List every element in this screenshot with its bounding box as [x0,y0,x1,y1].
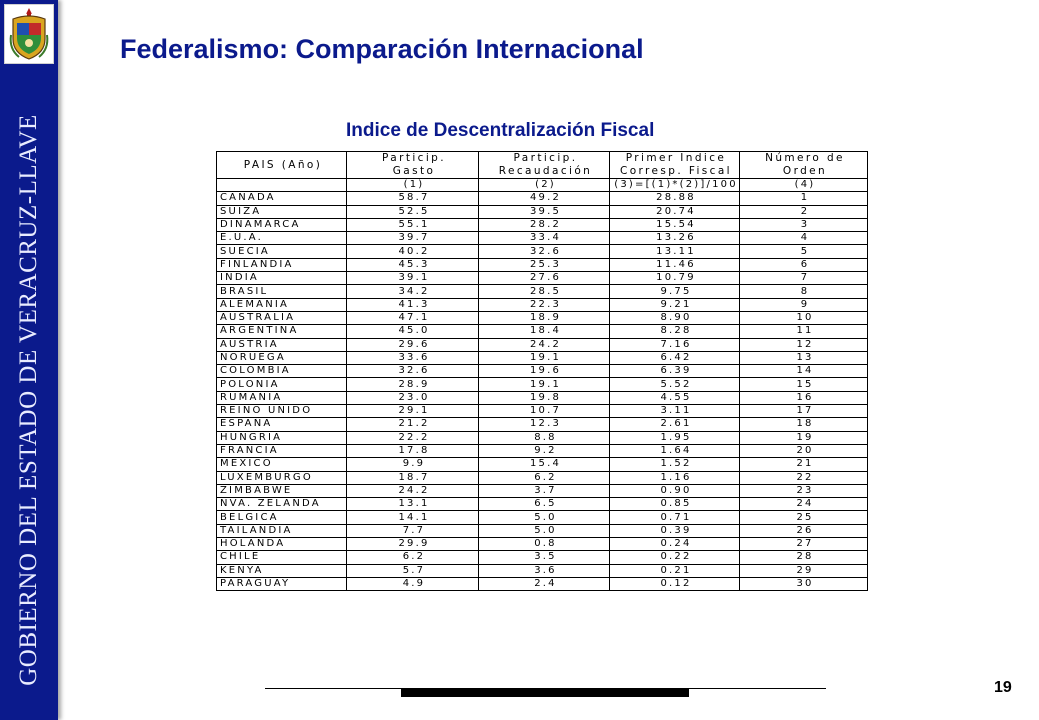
value-cell: 0.12 [610,577,740,590]
value-cell: 1 [740,192,868,205]
value-cell: 21 [740,458,868,471]
country-cell: NVA. ZELANDA [217,498,347,511]
value-cell: 2.4 [479,577,610,590]
value-cell: 22 [740,471,868,484]
column-header-line: Número de [765,152,845,164]
country-cell: POLONIA [217,378,347,391]
country-cell: FINLANDIA [217,258,347,271]
table-row [217,418,868,431]
column-header-line: Particip. [382,152,446,164]
value-cell: 20.74 [610,205,740,218]
country-cell: ALEMANIA [217,298,347,311]
value-cell: 3 [740,218,868,231]
table-row [217,564,868,577]
value-cell: 0.8 [479,538,610,551]
value-cell: 24 [740,498,868,511]
country-cell: COLOMBIA [217,365,347,378]
table-row [217,325,868,338]
table-row [217,285,868,298]
table-row [217,498,868,511]
table-row [217,298,868,311]
value-cell: 39.7 [347,232,479,245]
sidebar-band [0,0,58,720]
country-cell: BRASIL [217,285,347,298]
table-row [217,378,868,391]
value-cell: 14 [740,365,868,378]
value-cell: 15 [740,378,868,391]
value-cell: 33.6 [347,351,479,364]
state-crest-icon [4,4,54,64]
country-cell: ZIMBABWE [217,484,347,497]
column-header [347,152,479,179]
country-cell: AUSTRALIA [217,311,347,324]
value-cell: 19.1 [479,378,610,391]
value-cell: 58.7 [347,192,479,205]
value-cell: 6.2 [347,551,479,564]
table-row [217,444,868,457]
value-cell: 18.9 [479,311,610,324]
column-header [610,152,740,179]
value-cell: 5 [740,245,868,258]
value-cell: 20 [740,444,868,457]
value-cell: 24.2 [347,484,479,497]
value-cell: 18.7 [347,471,479,484]
country-cell: SUECIA [217,245,347,258]
column-subheader: (4) [740,179,868,192]
value-cell: 19.6 [479,365,610,378]
table-row [217,338,868,351]
value-cell: 6.39 [610,365,740,378]
value-cell: 40.2 [347,245,479,258]
table-row [217,365,868,378]
value-cell: 0.90 [610,484,740,497]
value-cell: 15.54 [610,218,740,231]
table-row [217,245,868,258]
column-header-line: Corresp. Fiscal [619,165,733,177]
table-row [217,258,868,271]
value-cell: 3.11 [610,405,740,418]
value-cell: 9 [740,298,868,311]
table-row [217,351,868,364]
country-cell: BELGICA [217,511,347,524]
value-cell: 1.16 [610,471,740,484]
country-cell: INDIA [217,272,347,285]
value-cell: 24.2 [479,338,610,351]
value-cell: 29.1 [347,405,479,418]
value-cell: 8.8 [479,431,610,444]
column-header [217,152,347,179]
value-cell: 7.7 [347,524,479,537]
table-row [217,551,868,564]
value-cell: 49.2 [479,192,610,205]
country-cell: RUMANIA [217,391,347,404]
column-header-line: Recaudación [498,165,593,177]
country-cell: REINO UNIDO [217,405,347,418]
value-cell: 10.7 [479,405,610,418]
value-cell: 5.7 [347,564,479,577]
column-header-line: Particip. [513,152,578,164]
value-cell: 15.4 [479,458,610,471]
table-row [217,272,868,285]
value-cell: 3.6 [479,564,610,577]
country-cell: LUXEMBURGO [217,471,347,484]
value-cell: 19.1 [479,351,610,364]
value-cell: 28.2 [479,218,610,231]
table-row [217,311,868,324]
value-cell: 27 [740,538,868,551]
value-cell: 10 [740,311,868,324]
value-cell: 13.1 [347,498,479,511]
country-cell: CANADA [217,192,347,205]
table-row [217,431,868,444]
page-title: Federalismo: Comparación Internacional [120,34,644,64]
table-row [217,484,868,497]
country-cell: MEXICO [217,458,347,471]
value-cell: 30 [740,577,868,590]
value-cell: 45.3 [347,258,479,271]
value-cell: 19 [740,431,868,444]
value-cell: 13.11 [610,245,740,258]
value-cell: 8 [740,285,868,298]
value-cell: 28 [740,551,868,564]
table-row [217,524,868,537]
value-cell: 5.52 [610,378,740,391]
country-cell: NORUEGA [217,351,347,364]
value-cell: 29.9 [347,538,479,551]
column-subheader: (2) [479,179,610,192]
value-cell: 12 [740,338,868,351]
value-cell: 17.8 [347,444,479,457]
value-cell: 6.2 [479,471,610,484]
value-cell: 52.5 [347,205,479,218]
value-cell: 0.39 [610,524,740,537]
country-cell: ARGENTINA [217,325,347,338]
value-cell: 22.3 [479,298,610,311]
value-cell: 18.4 [479,325,610,338]
value-cell: 28.5 [479,285,610,298]
value-cell: 21.2 [347,418,479,431]
value-cell: 2.61 [610,418,740,431]
value-cell: 0.21 [610,564,740,577]
value-cell: 0.22 [610,551,740,564]
country-cell: HOLANDA [217,538,347,551]
column-header-line: Orden [782,165,828,177]
value-cell: 9.2 [479,444,610,457]
value-cell: 26 [740,524,868,537]
value-cell: 16 [740,391,868,404]
country-cell: KENYA [217,564,347,577]
country-cell: E.U.A. [217,232,347,245]
value-cell: 55.1 [347,218,479,231]
value-cell: 1.52 [610,458,740,471]
country-cell: SUIZA [217,205,347,218]
value-cell: 47.1 [347,311,479,324]
sidebar-vertical-text: GOBIERNO DEL ESTADO DE VERACRUZ-LLAVE [15,114,42,686]
value-cell: 3.5 [479,551,610,564]
country-cell: DINAMARCA [217,218,347,231]
value-cell: 12.3 [479,418,610,431]
country-cell: AUSTRIA [217,338,347,351]
column-header-line: PAIS (Año) [243,158,323,171]
value-cell: 6.42 [610,351,740,364]
column-subheader: (3)=[(1)*(2)]/100 [610,179,740,192]
table-row [217,232,868,245]
value-cell: 27.6 [479,272,610,285]
country-cell: FRANCIA [217,444,347,457]
column-subheader [217,179,347,192]
value-cell: 25.3 [479,258,610,271]
value-cell: 1.95 [610,431,740,444]
value-cell: 45.0 [347,325,479,338]
footer-rule-bar [401,689,689,697]
country-cell: ESPAÑA [217,418,347,431]
value-cell: 7 [740,272,868,285]
value-cell: 28.88 [610,192,740,205]
table-row [217,192,868,205]
value-cell: 25 [740,511,868,524]
value-cell: 34.2 [347,285,479,298]
value-cell: 9.21 [610,298,740,311]
table-row [217,458,868,471]
value-cell: 4 [740,232,868,245]
value-cell: 32.6 [347,365,479,378]
table-row [217,471,868,484]
value-cell: 3.7 [479,484,610,497]
value-cell: 8.28 [610,325,740,338]
value-cell: 0.71 [610,511,740,524]
header-row [217,152,868,179]
subheader-row [217,179,868,192]
value-cell: 9.75 [610,285,740,298]
value-cell: 13.26 [610,232,740,245]
value-cell: 29.6 [347,338,479,351]
value-cell: 39.5 [479,205,610,218]
value-cell: 8.90 [610,311,740,324]
table-subtitle: Indice de Descentralización Fiscal [346,120,655,141]
table-row [217,538,868,551]
country-cell: CHILE [217,551,347,564]
table-row [217,405,868,418]
value-cell: 5.0 [479,524,610,537]
value-cell: 39.1 [347,272,479,285]
value-cell: 28.9 [347,378,479,391]
value-cell: 23 [740,484,868,497]
value-cell: 18 [740,418,868,431]
table-row [217,205,868,218]
value-cell: 33.4 [479,232,610,245]
value-cell: 41.3 [347,298,479,311]
value-cell: 6.5 [479,498,610,511]
table-row [217,577,868,590]
column-subheader: (1) [347,179,479,192]
value-cell: 10.79 [610,272,740,285]
table-row [217,511,868,524]
column-header-line: Primer Indice [625,152,727,164]
value-cell: 13 [740,351,868,364]
column-header [479,152,610,179]
value-cell: 0.24 [610,538,740,551]
value-cell: 32.6 [479,245,610,258]
column-header-line: Gasto [392,165,436,177]
column-header [740,152,868,179]
table-row [217,218,868,231]
value-cell: 2 [740,205,868,218]
value-cell: 6 [740,258,868,271]
country-cell: TAILANDIA [217,524,347,537]
fiscal-index-table [216,151,868,591]
value-cell: 14.1 [347,511,479,524]
value-cell: 23.0 [347,391,479,404]
country-cell: HUNGRIA [217,431,347,444]
page-number: 19 [994,679,1012,696]
value-cell: 4.55 [610,391,740,404]
value-cell: 11.46 [610,258,740,271]
value-cell: 1.64 [610,444,740,457]
table-row [217,391,868,404]
value-cell: 9.9 [347,458,479,471]
value-cell: 17 [740,405,868,418]
value-cell: 29 [740,564,868,577]
value-cell: 0.85 [610,498,740,511]
country-cell: PARAGUAY [217,577,347,590]
value-cell: 22.2 [347,431,479,444]
value-cell: 7.16 [610,338,740,351]
value-cell: 5.0 [479,511,610,524]
value-cell: 11 [740,325,868,338]
value-cell: 19.8 [479,391,610,404]
value-cell: 4.9 [347,577,479,590]
